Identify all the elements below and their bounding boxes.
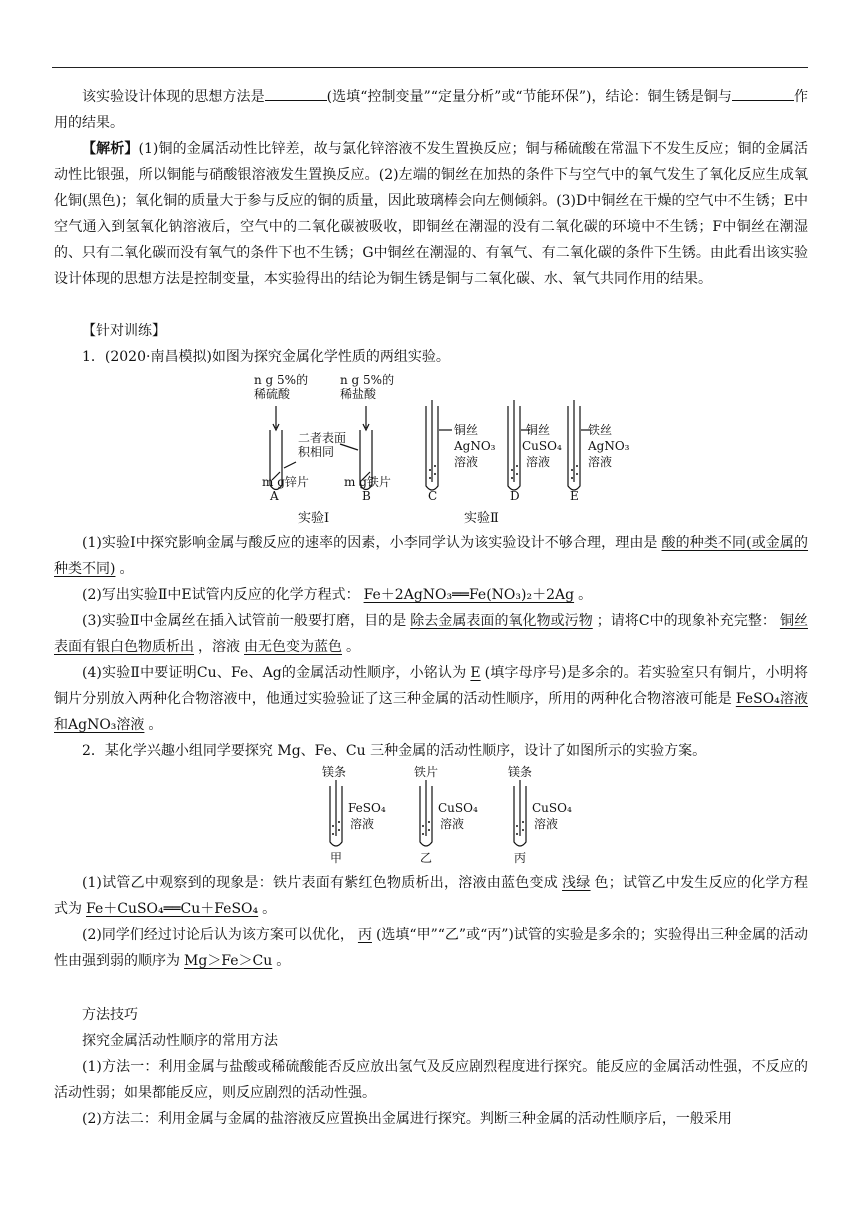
svg-text:溶液: 溶液 xyxy=(534,817,559,831)
answer-text: 酸的种类不同(或金属的种类不同) xyxy=(54,535,809,577)
svg-text:丙: 丙 xyxy=(514,851,527,864)
svg-text:C: C xyxy=(428,489,438,503)
q2-sub2: (2)同学们经过讨论后认为该方案可以优化， 丙 (选填“甲”“乙”或“丙”)试管的实验是多余的；实验得出三种金属的活动性由强到弱的顺序为 Mg＞Fe＞Cu 。 xyxy=(54,927,808,969)
answer-text: Fe＋2AgNO₃══Fe(NO₃)₂＋2Ag xyxy=(363,587,575,603)
svg-text:溶液: 溶液 xyxy=(526,455,551,469)
question-continuation: 该实验设计体现的思想方法是 (选填“控制变量”“定量分析”或“节能环保”)，结论：铜生锈是铜与 作用的结果。 xyxy=(54,84,808,136)
svg-text:稀硫酸: 稀硫酸 xyxy=(254,387,291,401)
svg-text:AgNO₃: AgNO₃ xyxy=(588,439,630,453)
svg-text:n g 5%的: n g 5%的 xyxy=(340,373,395,387)
method-title: 方法技巧 xyxy=(82,1007,138,1023)
answer-text: 浅绿 xyxy=(562,875,591,891)
svg-text:溶液: 溶液 xyxy=(588,455,613,469)
q1-sub2: (2)写出实验Ⅱ中E试管内反应的化学方程式： Fe＋2AgNO₃══Fe(NO₃)₂＋2Ag 。 xyxy=(82,587,593,603)
method-2: (2)方法二：利用金属与金属的盐溶液反应置换出金属进行探究。判断三种金属的活动性顺序后，一般采用 xyxy=(82,1111,732,1127)
experiment-figure-2 xyxy=(318,764,578,864)
svg-text:积相同: 积相同 xyxy=(298,445,335,459)
q1-sub4: (4)实验Ⅱ中要证明Cu、Fe、Ag的金属活动性顺序，小铭认为 E (填字母序号)是多余的。若实验室只有铜片，小明将铜片分别放入两种化合物溶液中，他通过实验验证了这三种金属的活动性顺序，所用的两种化合物溶液可能是 FeSO₄溶液和AgNO₃溶液 。 xyxy=(54,665,809,733)
svg-text:铁片: 铁片 xyxy=(414,765,439,779)
svg-text:实验Ⅰ: 实验Ⅰ xyxy=(298,511,330,526)
experiment-figure-1 xyxy=(240,370,640,530)
analysis-paragraph: 【解析】(1)铜的金属活动性比锌差，故与氯化锌溶液不发生置换反应；铜与稀硫酸在常温下不发生反应；铜的金属活动性比银强，所以铜能与硝酸银溶液发生置换反应。(2)左端的铜丝在加热的条件下与空气中的氧气发生了氧化反应生成氧化铜(黑色)；氧化铜的质量大于参与反应的铜的质量，因此玻璃棒会向左侧倾斜。(3)D中铜丝在干燥的空气中不生锈；E中空气通入到氢氧化钠溶液后，空气中的二氧化碳被吸收，即铜丝在潮湿的没有二氧化碳的环境中不生锈；F中铜丝在潮湿的、只有二氧化碳而没有氧气的条件下也不生锈；G中铜丝在潮湿的、有氧气、有二氧化碳的条件下生锈。由此看出该实验设计体现的思想方法是控制变量，本实验得出的结论为铜生锈是铜与二氧化碳、水、氧气共同作用的结果。 xyxy=(54,141,808,287)
svg-text:铜丝: 铜丝 xyxy=(454,423,479,437)
svg-text:CuSO₄: CuSO₄ xyxy=(532,801,572,815)
analysis-label: 【解析】 xyxy=(82,141,139,157)
svg-text:CuSO₄: CuSO₄ xyxy=(522,439,562,453)
q1-sub1: (1)实验Ⅰ中探究影响金属与酸反应的速率的因素，小李同学认为该实验设计不够合理，理由是 酸的种类不同(或金属的种类不同) 。 xyxy=(54,535,809,577)
answer-blank xyxy=(265,86,327,101)
answer-text: 除去金属表面的氧化物或污物 xyxy=(410,613,593,629)
q1-sub3: (3)实验Ⅱ中金属丝在插入试管前一般要打磨，目的是 除去金属表面的氧化物或污物 ；请将C中的现象补充完整： 铜丝表面有银白色物质析出 ，溶液 由无色变为蓝色 。 xyxy=(54,613,808,655)
svg-text:溶液: 溶液 xyxy=(350,817,375,831)
answer-text: FeSO₄溶液和AgNO₃溶液 xyxy=(54,691,809,733)
svg-text:AgNO₃: AgNO₃ xyxy=(454,439,496,453)
svg-text:m g铁片: m g铁片 xyxy=(344,475,391,489)
svg-text:溶液: 溶液 xyxy=(454,455,479,469)
svg-text:铁丝: 铁丝 xyxy=(588,423,613,437)
svg-text:n g 5%的: n g 5%的 xyxy=(254,373,309,387)
svg-text:E: E xyxy=(570,489,579,503)
svg-text:CuSO₄: CuSO₄ xyxy=(438,801,478,815)
q1-stem: 1．(2020·南昌模拟)如图为探究金属化学性质的两组实验。 xyxy=(82,349,450,365)
svg-text:二者表面: 二者表面 xyxy=(298,431,347,445)
training-title: 【针对训练】 xyxy=(82,323,166,339)
svg-text:D: D xyxy=(510,489,520,503)
svg-text:A: A xyxy=(270,489,279,503)
svg-text:铜丝: 铜丝 xyxy=(526,423,551,437)
answer-text: Mg＞Fe＞Cu xyxy=(184,953,273,969)
answer-text: E xyxy=(470,665,481,681)
q2-sub1: (1)试管乙中观察到的现象是：铁片表面有紫红色物质析出，溶液由蓝色变成 浅绿 色；试管乙中发生反应的化学方程式为 Fe＋CuSO₄══Cu＋FeSO₄ 。 xyxy=(54,875,809,917)
svg-text:B: B xyxy=(362,489,371,503)
svg-text:实验Ⅱ: 实验Ⅱ xyxy=(464,511,499,526)
svg-text:稀盐酸: 稀盐酸 xyxy=(340,387,377,401)
method-1: (1)方法一：利用金属与盐酸或稀硫酸能否反应放出氢气及反应剧烈程度进行探究。能反应的金属活动性强，不反应的活动性弱；如果都能反应，则反应剧烈的活动性强。 xyxy=(54,1059,808,1101)
method-subtitle: 探究金属活动性顺序的常用方法 xyxy=(82,1033,278,1049)
svg-text:镁条: 镁条 xyxy=(322,765,347,779)
svg-text:溶液: 溶液 xyxy=(440,817,465,831)
answer-blank xyxy=(732,86,794,101)
svg-text:乙: 乙 xyxy=(420,851,433,864)
answer-text: 丙 xyxy=(357,927,372,943)
answer-text: 由无色变为蓝色 xyxy=(244,639,342,655)
answer-text: Fe＋CuSO₄══Cu＋FeSO₄ xyxy=(86,901,259,917)
svg-text:镁条: 镁条 xyxy=(508,765,533,779)
svg-text:m g锌片: m g锌片 xyxy=(262,475,309,489)
svg-text:甲: 甲 xyxy=(330,851,343,864)
q2-stem: 2．某化学兴趣小组同学要探究 Mg、Fe、Cu 三种金属的活动性顺序，设计了如图所示的实验方案。 xyxy=(82,743,707,759)
answer-text: 铜丝表面有银白色物质析出 xyxy=(54,613,808,655)
header-rule xyxy=(52,67,808,68)
svg-text:FeSO₄: FeSO₄ xyxy=(348,801,386,815)
